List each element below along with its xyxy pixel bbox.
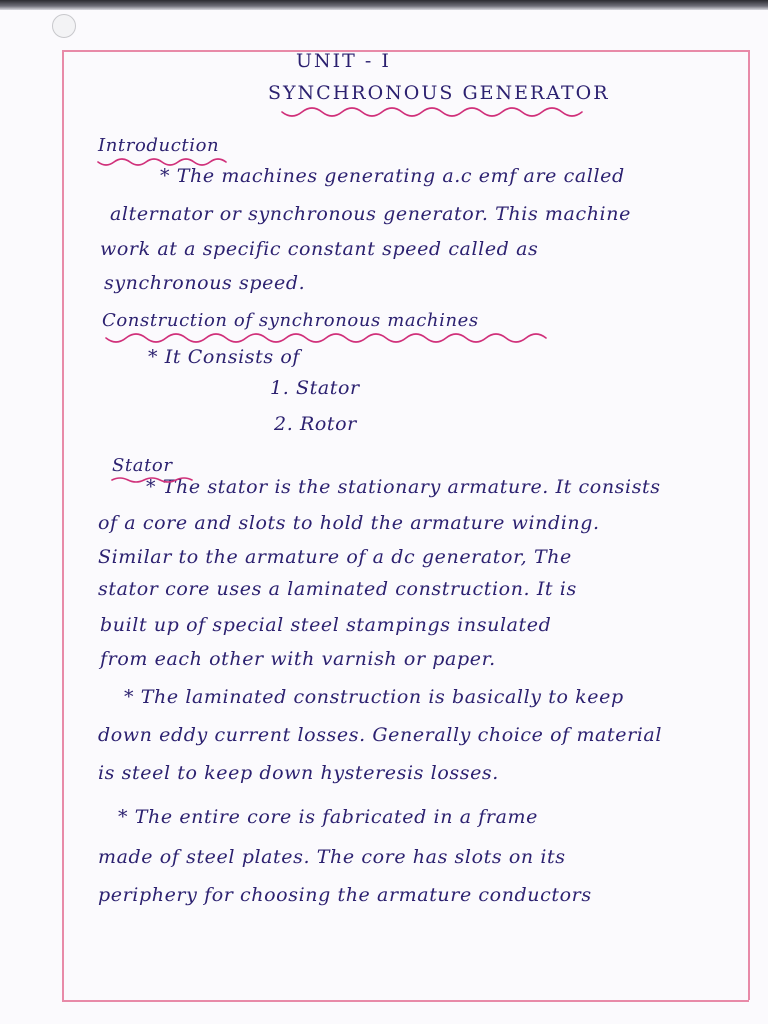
stator-line-8: down eddy current losses. Generally choice of material <box>98 724 663 746</box>
unit-label: UNIT - I <box>296 50 391 72</box>
stator-line-7: * The laminated construction is basically to keep <box>124 686 624 708</box>
construction-item-rotor: 2. Rotor <box>274 413 357 435</box>
stator-line-4: stator core uses a laminated construction. It is <box>98 578 577 600</box>
intro-line-1: * The machines generating a.c emf are called <box>160 165 625 187</box>
stator-line-12: periphery for choosing the armature conductors <box>98 884 592 906</box>
top-margin-line <box>62 50 749 52</box>
intro-line-4: synchronous speed. <box>104 272 306 294</box>
stator-line-1: * The stator is the stationary armature. It consists <box>146 476 661 498</box>
intro-line-3: work at a specific constant speed called as <box>100 238 539 260</box>
stator-line-3: Similar to the armature of a dc generator, The <box>98 546 572 568</box>
intro-line-2: alternator or synchronous generator. This machine <box>110 203 631 225</box>
stator-line-2: of a core and slots to hold the armature winding. <box>98 512 600 534</box>
stator-heading: Stator <box>112 455 173 476</box>
punch-hole <box>52 14 76 38</box>
right-margin-line <box>748 50 750 1000</box>
construction-heading: Construction of synchronous machines <box>102 310 479 331</box>
stator-line-6: from each other with varnish or paper. <box>100 648 496 670</box>
stator-line-10: * The entire core is fabricated in a frame <box>118 806 538 828</box>
page-title: SYNCHRONOUS GENERATOR <box>268 82 610 104</box>
left-margin-line <box>62 50 64 1000</box>
construction-intro: * It Consists of <box>148 346 301 368</box>
stator-line-9: is steel to keep down hysteresis losses. <box>98 762 499 784</box>
construction-item-stator: 1. Stator <box>270 377 360 399</box>
stator-line-5: built up of special steel stampings insulated <box>100 614 552 636</box>
stator-line-11: made of steel plates. The core has slots on its <box>98 846 566 868</box>
page-top-edge <box>0 0 768 10</box>
introduction-heading: Introduction <box>98 135 220 156</box>
bottom-margin-line <box>62 1000 749 1002</box>
